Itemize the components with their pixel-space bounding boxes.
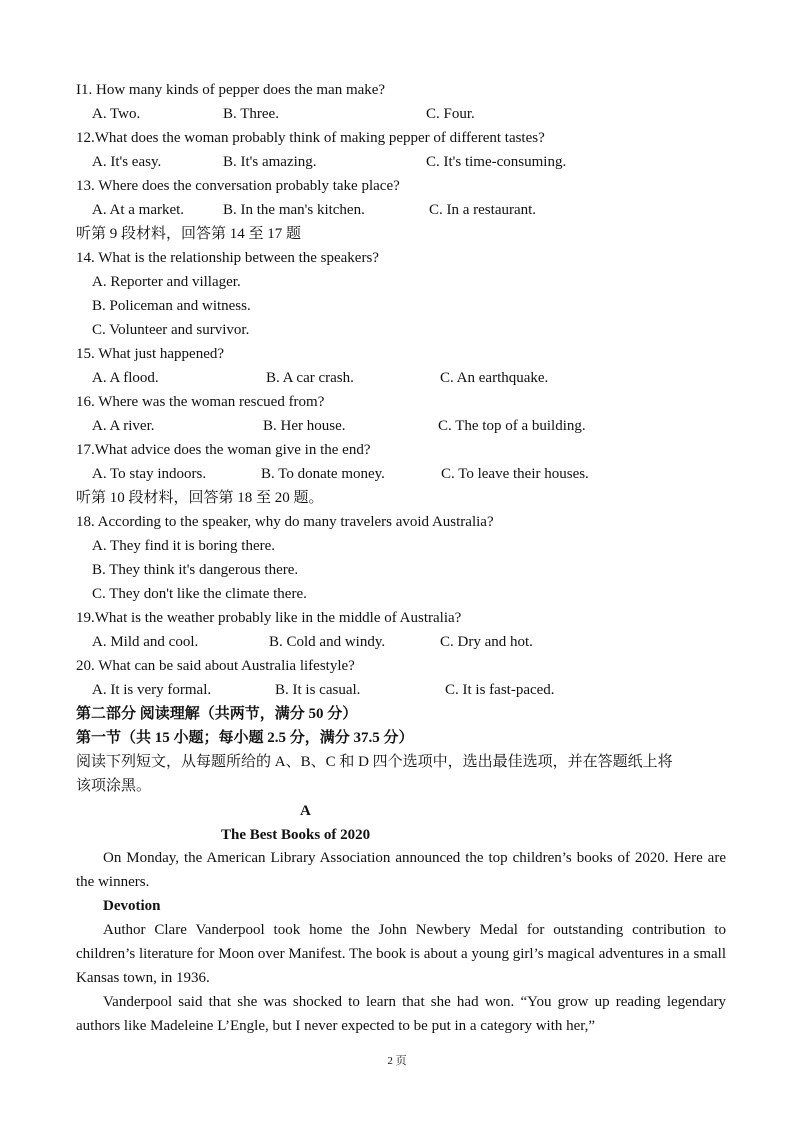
question-15-stem: 15. What just happened? (76, 346, 225, 362)
passage-paragraph-2: Author Clare Vanderpool took home the John Newbery Medal for outstanding contribution to children’s literature for Moon over Manifest. The book is about a young girl’s magical adventures in a small Kansas town, in 1936. (76, 922, 726, 986)
question-16-option-c: C. The top of a building. (438, 418, 586, 434)
passage-paragraph-1: On Monday, the American Library Association announced the top children’s books of 2020. Here are the winners. (76, 850, 726, 890)
question-12-option-c: C. It's time-consuming. (426, 154, 567, 170)
reading-section-title: 第一节（共 15 小题；每小题 2.5 分，满分 37.5 分） (76, 730, 414, 746)
passage-subheading: Devotion (103, 898, 161, 914)
passage-title: The Best Books of 2020 (221, 827, 371, 843)
question-17-option-a: A. To stay indoors. (92, 466, 207, 482)
question-13-stem: 13. Where does the conversation probably take place? (76, 178, 400, 194)
question-13-option-c: C. In a restaurant. (429, 202, 537, 218)
question-11-option-a: A. Two. (92, 106, 141, 122)
reading-instruction-line-2: 该项涂黑。 (76, 778, 152, 794)
question-18-stem: 18. According to the speaker, why do many travelers avoid Australia? (76, 514, 494, 530)
question-17-option-c: C. To leave their houses. (441, 466, 589, 482)
passage-label: A (300, 803, 311, 819)
question-18-option-a: A. They find it is boring there. (92, 538, 276, 554)
question-14-stem: 14. What is the relationship between the speakers? (76, 250, 379, 266)
question-19-stem: 19.What is the weather probably like in the middle of Australia? (76, 610, 462, 626)
question-14-option-c: C. Volunteer and survivor. (92, 322, 250, 338)
question-20-stem: 20. What can be said about Australia lifestyle? (76, 658, 355, 674)
question-17-option-b: B. To donate money. (261, 466, 385, 482)
question-12-option-b: B. It's amazing. (223, 154, 317, 170)
question-12-stem: 12.What does the woman probably think of making pepper of different tastes? (76, 130, 545, 146)
question-13-option-a: A. At a market. (92, 202, 185, 218)
section-9-instruction: 听第 9 段材料，回答第 14 至 17 题 (76, 226, 302, 242)
section-10-instruction: 听第 10 段材料，回答第 18 至 20 题。 (76, 490, 324, 506)
question-15-option-a: A. A flood. (92, 370, 159, 386)
question-19-option-c: C. Dry and hot. (440, 634, 533, 650)
question-15-option-c: C. An earthquake. (440, 370, 549, 386)
question-14-option-a: A. Reporter and villager. (92, 274, 241, 290)
question-12-option-a: A. It's easy. (92, 154, 162, 170)
question-13-option-b: B. In the man's kitchen. (223, 202, 365, 218)
reading-part-title: 第二部分 阅读理解（共两节，满分 50 分） (76, 706, 358, 722)
question-11-stem: I1. How many kinds of pepper does the man make? (76, 82, 386, 98)
question-11-option-b: B. Three. (223, 106, 279, 122)
question-19-option-a: A. Mild and cool. (92, 634, 199, 650)
question-14-option-b: B. Policeman and witness. (92, 298, 251, 314)
question-19-option-b: B. Cold and windy. (269, 634, 386, 650)
question-16-option-b: B. Her house. (263, 418, 346, 434)
question-20-option-c: C. It is fast-paced. (445, 682, 555, 698)
question-20-option-b: B. It is casual. (275, 682, 361, 698)
page-number: 2 页 (387, 1055, 407, 1067)
question-18-option-c: C. They don't like the climate there. (92, 586, 307, 602)
question-16-option-a: A. A river. (92, 418, 155, 434)
question-20-option-a: A. It is very formal. (92, 682, 212, 698)
question-15-option-b: B. A car crash. (266, 370, 354, 386)
question-16-stem: 16. Where was the woman rescued from? (76, 394, 325, 410)
reading-instruction-line-1: 阅读下列短文，从每题所给的 A、B、C 和 D 四个选项中，选出最佳选项，并在答题纸上将 (76, 754, 673, 770)
passage-paragraph-3: Vanderpool said that she was shocked to learn that she had won. “You grow up reading legendary authors like Madeleine L’Engle, but I never expected to be put in a category with her,” (76, 994, 726, 1034)
question-17-stem: 17.What advice does the woman give in the end? (76, 442, 371, 458)
question-11-option-c: C. Four. (426, 106, 475, 122)
question-18-option-b: B. They think it's dangerous there. (92, 562, 299, 578)
